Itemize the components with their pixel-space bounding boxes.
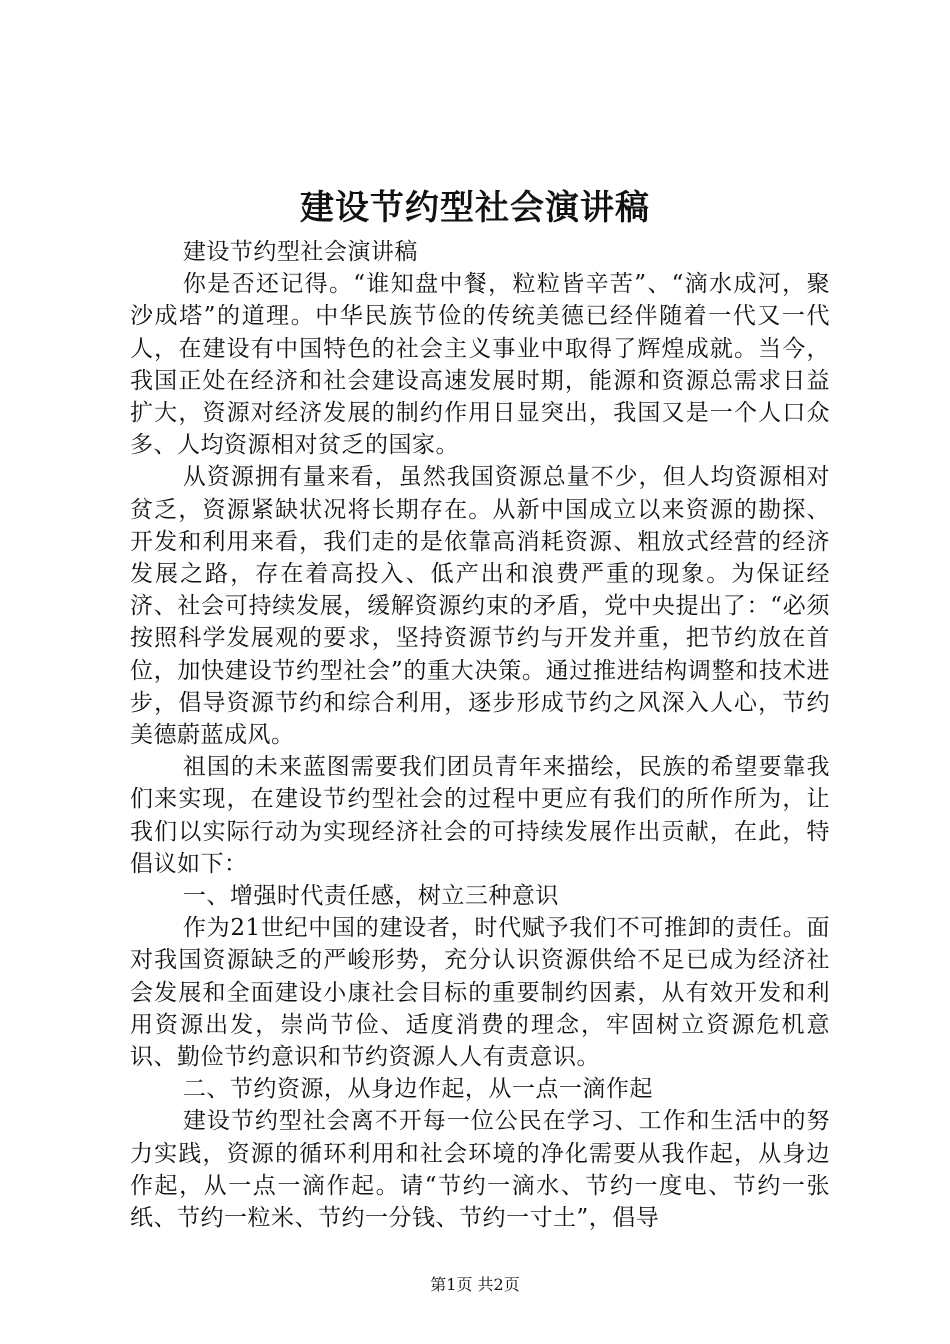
paragraph-section-1: 作为21世纪中国的建设者，时代赋予我们不可推卸的责任。面对我国资源缺乏的严峻形势，充分认识资源供给不足已成为经济社会发展和全面建设小康社会目标的重要制约因素，从有效开发和利用资源出发，崇尚节俭、适度消费的理念，牢固树立资源危机意识、勤俭节约意识和节约资源人人有责意识。 bbox=[130, 915, 830, 1071]
document-title: 建设节约型社会演讲稿 bbox=[300, 188, 650, 228]
paragraph-section-2: 建设节约型社会离不开每一位公民在学习、工作和生活中的努力实践，资源的循环利用和社会环境的净化需要从我作起，从身边作起，从一点一滴作起。请“节约一滴水、节约一度电、节约一张纸、节约一粒米、节约一分钱、节约一寸土”，倡导 bbox=[130, 1108, 830, 1232]
paragraph-resources: 从资源拥有量来看，虽然我国资源总量不少，但人均资源相对贫乏，资源紧缺状况将长期存在。从新中国成立以来资源的勘探、开发和利用来看，我们走的是依靠高消耗资源、粗放式经营的经济发展之路，存在着高投入、低产出和浪费严重的现象。为保证经济、社会可持续发展，缓解资源约束的矛盾，党中央提出了：“必须按照科学发展观的要求，坚持资源节约与开发并重，把节约放在首位，加快建设节约型社会”的重大决策。通过推进结构调整和技术进步，倡导资源节约和综合利用，逐步形成节约之风深入人心，节约美德蔚蓝成风。 bbox=[130, 464, 830, 749]
paragraph-proposal: 祖国的未来蓝图需要我们团员青年来描绘，民族的希望要靠我们来实现，在建设节约型社会的过程中更应有我们的所作所为，让我们以实际行动为实现经济社会的可持续发展作出贡献，在此，特倡议如下： bbox=[130, 754, 830, 877]
paragraph-intro: 你是否还记得。“谁知盘中餐，粒粒皆辛苦”、“滴水成河，聚沙成塔”的道理。中华民族节俭的传统美德已经伴随着一代又一代人，在建设有中国特色的社会主义事业中取得了辉煌成就。当今，我国正处在经济和社会建设高速发展时期，能源和资源总需求日益扩大，资源对经济发展的制约作用日显突出，我国又是一个人口众多、人均资源相对贫乏的国家。 bbox=[130, 271, 830, 459]
document-body bbox=[130, 236, 830, 1234]
section-heading-2: 二、节约资源，从身边作起，从一点一滴作起 bbox=[182, 1076, 653, 1103]
page-number-footer: 第1页 共2页 bbox=[430, 1275, 520, 1294]
section-heading-1: 一、增强时代责任感，树立三种意识 bbox=[182, 883, 559, 910]
paragraph-subtitle: 建设节约型社会演讲稿 bbox=[182, 239, 418, 265]
